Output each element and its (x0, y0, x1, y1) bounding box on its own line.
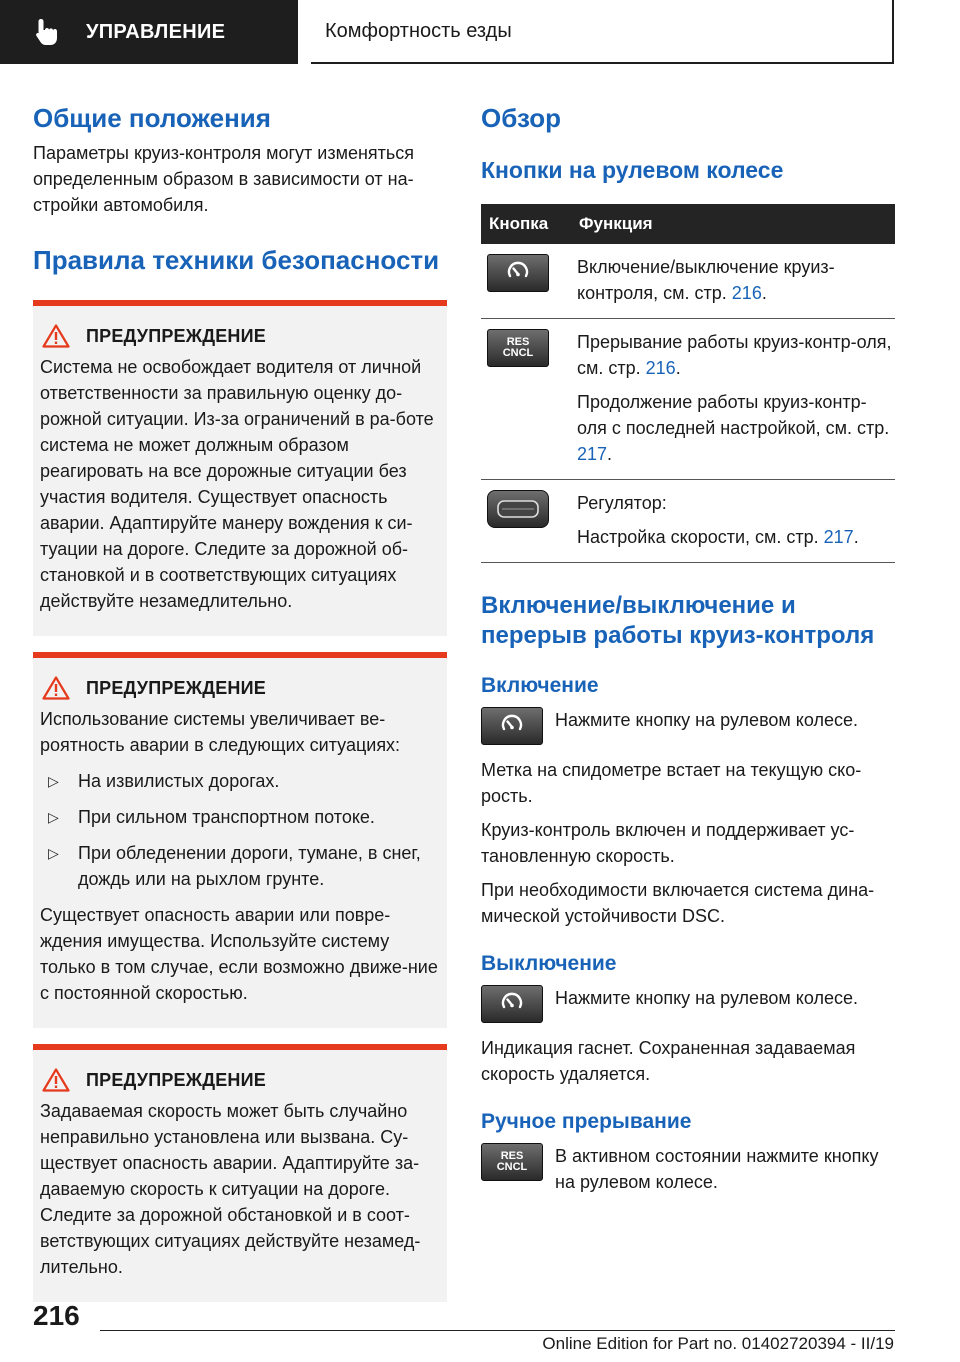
on-instruction (481, 707, 895, 745)
left-column (33, 100, 447, 1302)
table-row (481, 480, 895, 563)
footer-divider (100, 1330, 895, 1331)
warning-2-outro: Существует опасность аварии или повре-ждения имущества. Используйте систему только в том случае, если возможно движе-ние с постоянной скоростью. (40, 905, 438, 1003)
res-cncl-button-icon: RES CNCL (487, 329, 549, 367)
buttons-heading: Кнопки на рулевом колесе (481, 157, 784, 183)
general-heading: Общие положения (33, 103, 271, 133)
res-cncl-button-icon: RES CNCL (481, 1143, 543, 1181)
safety-heading: Правила техники безопасности (33, 245, 440, 275)
on-text: Нажмите кнопку на рулевом колесе. (555, 710, 859, 730)
chapter-header (311, 0, 894, 64)
off-text: Нажмите кнопку на рулевом колесе. (555, 988, 859, 1008)
warning-box-3 (33, 1044, 447, 1302)
on-heading: Включение (481, 674, 599, 697)
row-3-function-b: Настройка скорости, см. стр. 217. (577, 527, 859, 547)
warning-label: ПРЕДУПРЕЖДЕНИЕ (86, 325, 266, 346)
warning-triangle-icon (42, 676, 70, 700)
table-row (481, 319, 895, 480)
table-header (481, 204, 895, 244)
warning-2-intro: Использование системы увеличивает ве-роятность аварии в следующих ситуациях: (40, 709, 401, 755)
page-link[interactable]: 217 (577, 444, 608, 464)
cruise-control-button-icon (487, 254, 549, 292)
row-2-function-b: Продолжение работы круиз-контр-оля с последней настройкой, см. стр. 217. (577, 392, 890, 464)
row-1-function: Включение/выключение круиз-контроля, см. стр. 216. (577, 257, 835, 303)
row-2-function-a: Прерывание работы круиз-контр-оля, см. стр. 216. (577, 332, 892, 378)
bullet-triangle-icon: ▷ (48, 809, 59, 825)
list-item: ▷ При обледенении дороги, тумане, в снег, дождь или на рыхлом грунте. (40, 840, 439, 892)
warning-label: ПРЕДУПРЕЖДЕНИЕ (86, 1069, 266, 1090)
bullet-triangle-icon: ▷ (48, 773, 59, 789)
warning-box-2 (33, 652, 447, 1028)
table-row (481, 244, 895, 319)
list-item: ▷ На извилистых дорогах. (40, 768, 439, 794)
overview-heading: Обзор (481, 103, 561, 133)
edition-note: Online Edition for Part no. 01402720394 - II/19 (542, 1334, 894, 1353)
on-paragraph-3: При необходимости включается система дина-мической устойчивости DSC. (481, 880, 875, 926)
row-3-function-a: Регулятор: (577, 493, 667, 513)
manual-heading: Ручное прерывание (481, 1110, 692, 1133)
hand-pointer-icon (34, 17, 80, 47)
off-paragraph-1: Индикация гаснет. Сохраненная задаваемая скорость удаляется. (481, 1038, 856, 1084)
column-header-function: Функция (579, 214, 653, 233)
general-text: Параметры круиз-контроля могут изменяться определенным образом в зависимости от на-стройки автомобиля. (33, 143, 415, 215)
manual-text: В активном состоянии нажмите кнопку на рулевом колесе. (555, 1146, 879, 1192)
section-title: УПРАВЛЕНИЕ (86, 20, 226, 43)
page-number: 216 (33, 1300, 80, 1331)
manual-instruction (481, 1143, 895, 1195)
chapter-title: Комфортность езды (325, 19, 512, 42)
warning-3-text: Задаваемая скорость может быть случайно неправильно установлена или вызвана. Су-ществует опасность аварии. Адаптируйте за-даваемую скорость к ситуации на дороге. Следите за дорожной обстановкой и в соот-ветствующих ситуациях действуйте незамед-лительно. (40, 1101, 421, 1277)
off-heading: Выключение (481, 952, 617, 975)
rocker-switch-icon (487, 490, 549, 528)
page-link[interactable]: 216 (731, 283, 762, 303)
on-paragraph-2: Круиз-контроль включен и поддерживает ус-тановленную скорость. (481, 820, 855, 866)
onoff-heading: Включение/выключение и перерыв работы круиз-контроля (481, 592, 875, 649)
bullet-triangle-icon: ▷ (48, 845, 59, 861)
warning-box-1 (33, 300, 447, 636)
on-paragraph-1: Метка на спидометре встает на текущую ско-рость. (481, 760, 862, 806)
list-item: ▷ При сильном транспортном потоке. (40, 804, 439, 830)
column-header-button: Кнопка (489, 214, 549, 233)
off-instruction (481, 985, 895, 1023)
page-link[interactable]: 216 (645, 358, 676, 378)
warning-1-text: Система не освобождает водителя от личной ответственности за правильную оценку до-рожной ситуации. Из-за ограничений в ра-боте система не может должным образом реагировать на все дорожные ситуации без участия водителя. Существует опасность аварии. Адаптируйте манеру вождения к си-туации на дороге. Следите за дорожной об-становкой и в соответствующих ситуациях действуйте незамедлительно. (40, 357, 434, 611)
section-tab (0, 0, 298, 64)
cruise-control-button-icon (481, 707, 543, 745)
cruise-control-button-icon (481, 985, 543, 1023)
warning-triangle-icon (42, 324, 70, 348)
warning-label: ПРЕДУПРЕЖДЕНИЕ (86, 677, 266, 698)
buttons-table (481, 204, 895, 563)
right-column (481, 100, 895, 1195)
warning-triangle-icon (42, 1068, 70, 1092)
page-link[interactable]: 217 (823, 527, 854, 547)
